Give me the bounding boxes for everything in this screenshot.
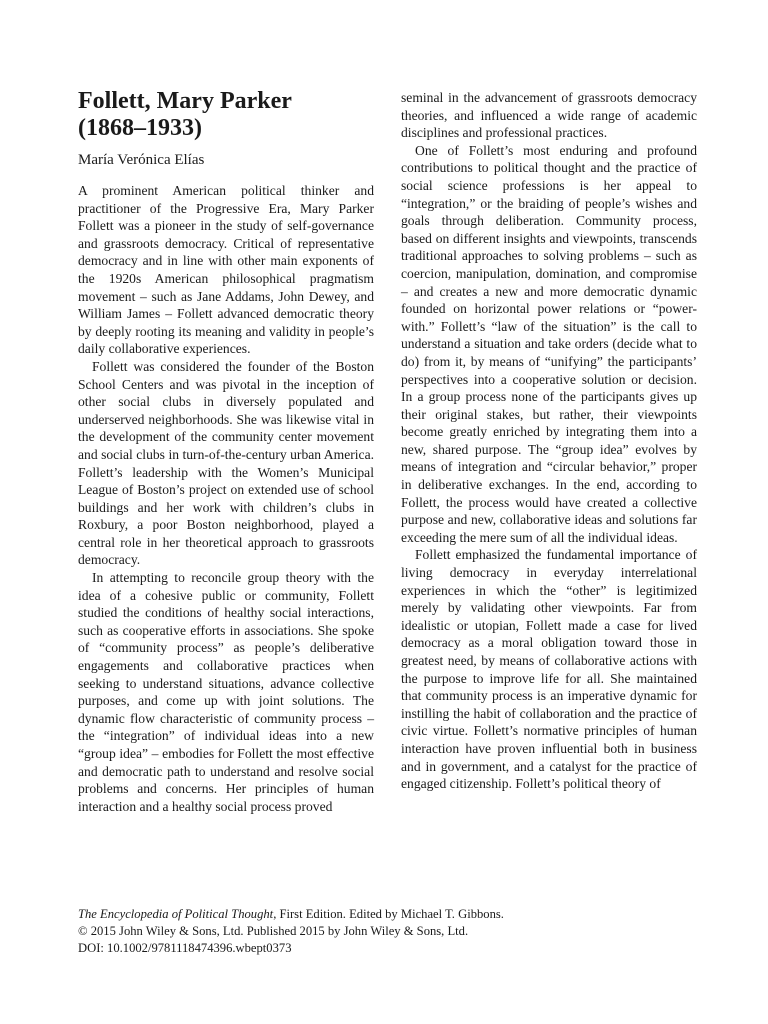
book-title: The Encyclopedia of Political Thought <box>78 907 274 921</box>
edition-info: , First Edition. Edited by Michael T. Gibbons. <box>273 907 504 921</box>
article-title-dates: (1868–1933) <box>78 115 202 141</box>
body-paragraph: In attempting to reconcile group theory with the idea of a cohesive public or community, Follett studied the conditions of healthy social interactions, such as cooperative efforts in associations. She spoke of “community process” as people’s deliberative engagements and collaborative practices when seeking to understand situations, advance collective purposes, and come up with joint solutions. The dynamic flow characteristic of community process – the “integration” of individual ideas into a new “group idea” – embodies for Follett the most effective and democratic path to understand and resolve social problems and concerns. Her principles of human interaction and a healthy social process proved <box>78 570 374 814</box>
body-paragraph: Follett emphasized the fundamental importance of living democracy in everyday interrelational experiences in which the “other” is legitimized merely by validating other viewpoints. Far from idealistic or utopian, Follett made a case for lived democracy as a moral obligation toward those in greatest need, by means of collaborative actions with the purpose to improve life for all. She maintained that community process is an imperative dynamic for instilling the habit of collaboration and the practice of civic virtue. Follett’s normative principles of human interaction have proven influential both in business and in government, and a catalyst for the practice of engaged citizenship. Follett’s political theory of <box>401 547 697 792</box>
article-title-name: Follett, Mary Parker <box>78 88 292 114</box>
left-column <box>78 88 374 815</box>
citation-line <box>78 906 698 923</box>
body-paragraph: A prominent American political thinker and practitioner of the Progressive Era, Mary Parker Follett was a pioneer in the study of self-governance and grassroots democracy. Critical of representative democracy and in line with other main exponents of the 1920s American philosophical pragmatism movement – such as Jane Addams, John Dewey, and William James – Follett advanced democratic theory by deeply rooting its meaning and validity in people’s daily collaborative experiences. <box>78 183 374 357</box>
article-author: María Verónica Elías <box>78 152 205 168</box>
citation-footer <box>78 906 698 957</box>
body-paragraph: Follett was considered the founder of the Boston School Centers and was pivotal in the inception of other social clubs in diversely populated and underserved neighborhoods. She was likewise vital in the development of the community center movement and social clubs in turn-of-the-century urban America. Follett’s leadership with the Women’s Municipal League of Boston’s project on extended use of school buildings and her work with children’s clubs in Roxbury, a poor Boston neighborhood, played a central role in her theoretical approach to grassroots democracy. <box>78 358 374 568</box>
body-paragraph: seminal in the advancement of grassroots democracy theories, and influenced a wide range of academic disciplines and professional practices. <box>401 90 697 141</box>
copyright-line: © 2015 John Wiley & Sons, Ltd. Published 2015 by John Wiley & Sons, Ltd. <box>78 924 469 938</box>
right-column <box>401 89 697 793</box>
article-title <box>78 88 374 142</box>
body-paragraph: One of Follett’s most enduring and profound contributions to political thought and the practice of social science professions is her appeal to “integration,” or the braiding of people’s wishes and goals through deliberation. Community process, based on different insights and viewpoints, transcends traditional approaches to solving problems – such as coercion, manipulation, domination, and compromise – and creates a new and more democratic dynamic founded on horizontal power relations or “power-with.” Follett’s “law of the situation” is the call to understand a situation and take orders (decide what to do) from it, by means of “unifying” the participants’ perspectives into a cooperative solution or decision. In a group process none of the participants gives up their original stakes, but rather, their viewpoints become greatly enriched by integrating them into a new, shared purpose. The “group idea” evolves by means of integration and “circular behavior,” proper in deliberative exchanges. In the end, according to Follett, the process would have created a collective purpose and new, collaborative ideas and solutions far exceeding the mere sum of all the individual ideas. <box>401 142 697 545</box>
doi-line: DOI: 10.1002/9781118474396.wbept0373 <box>78 941 292 955</box>
